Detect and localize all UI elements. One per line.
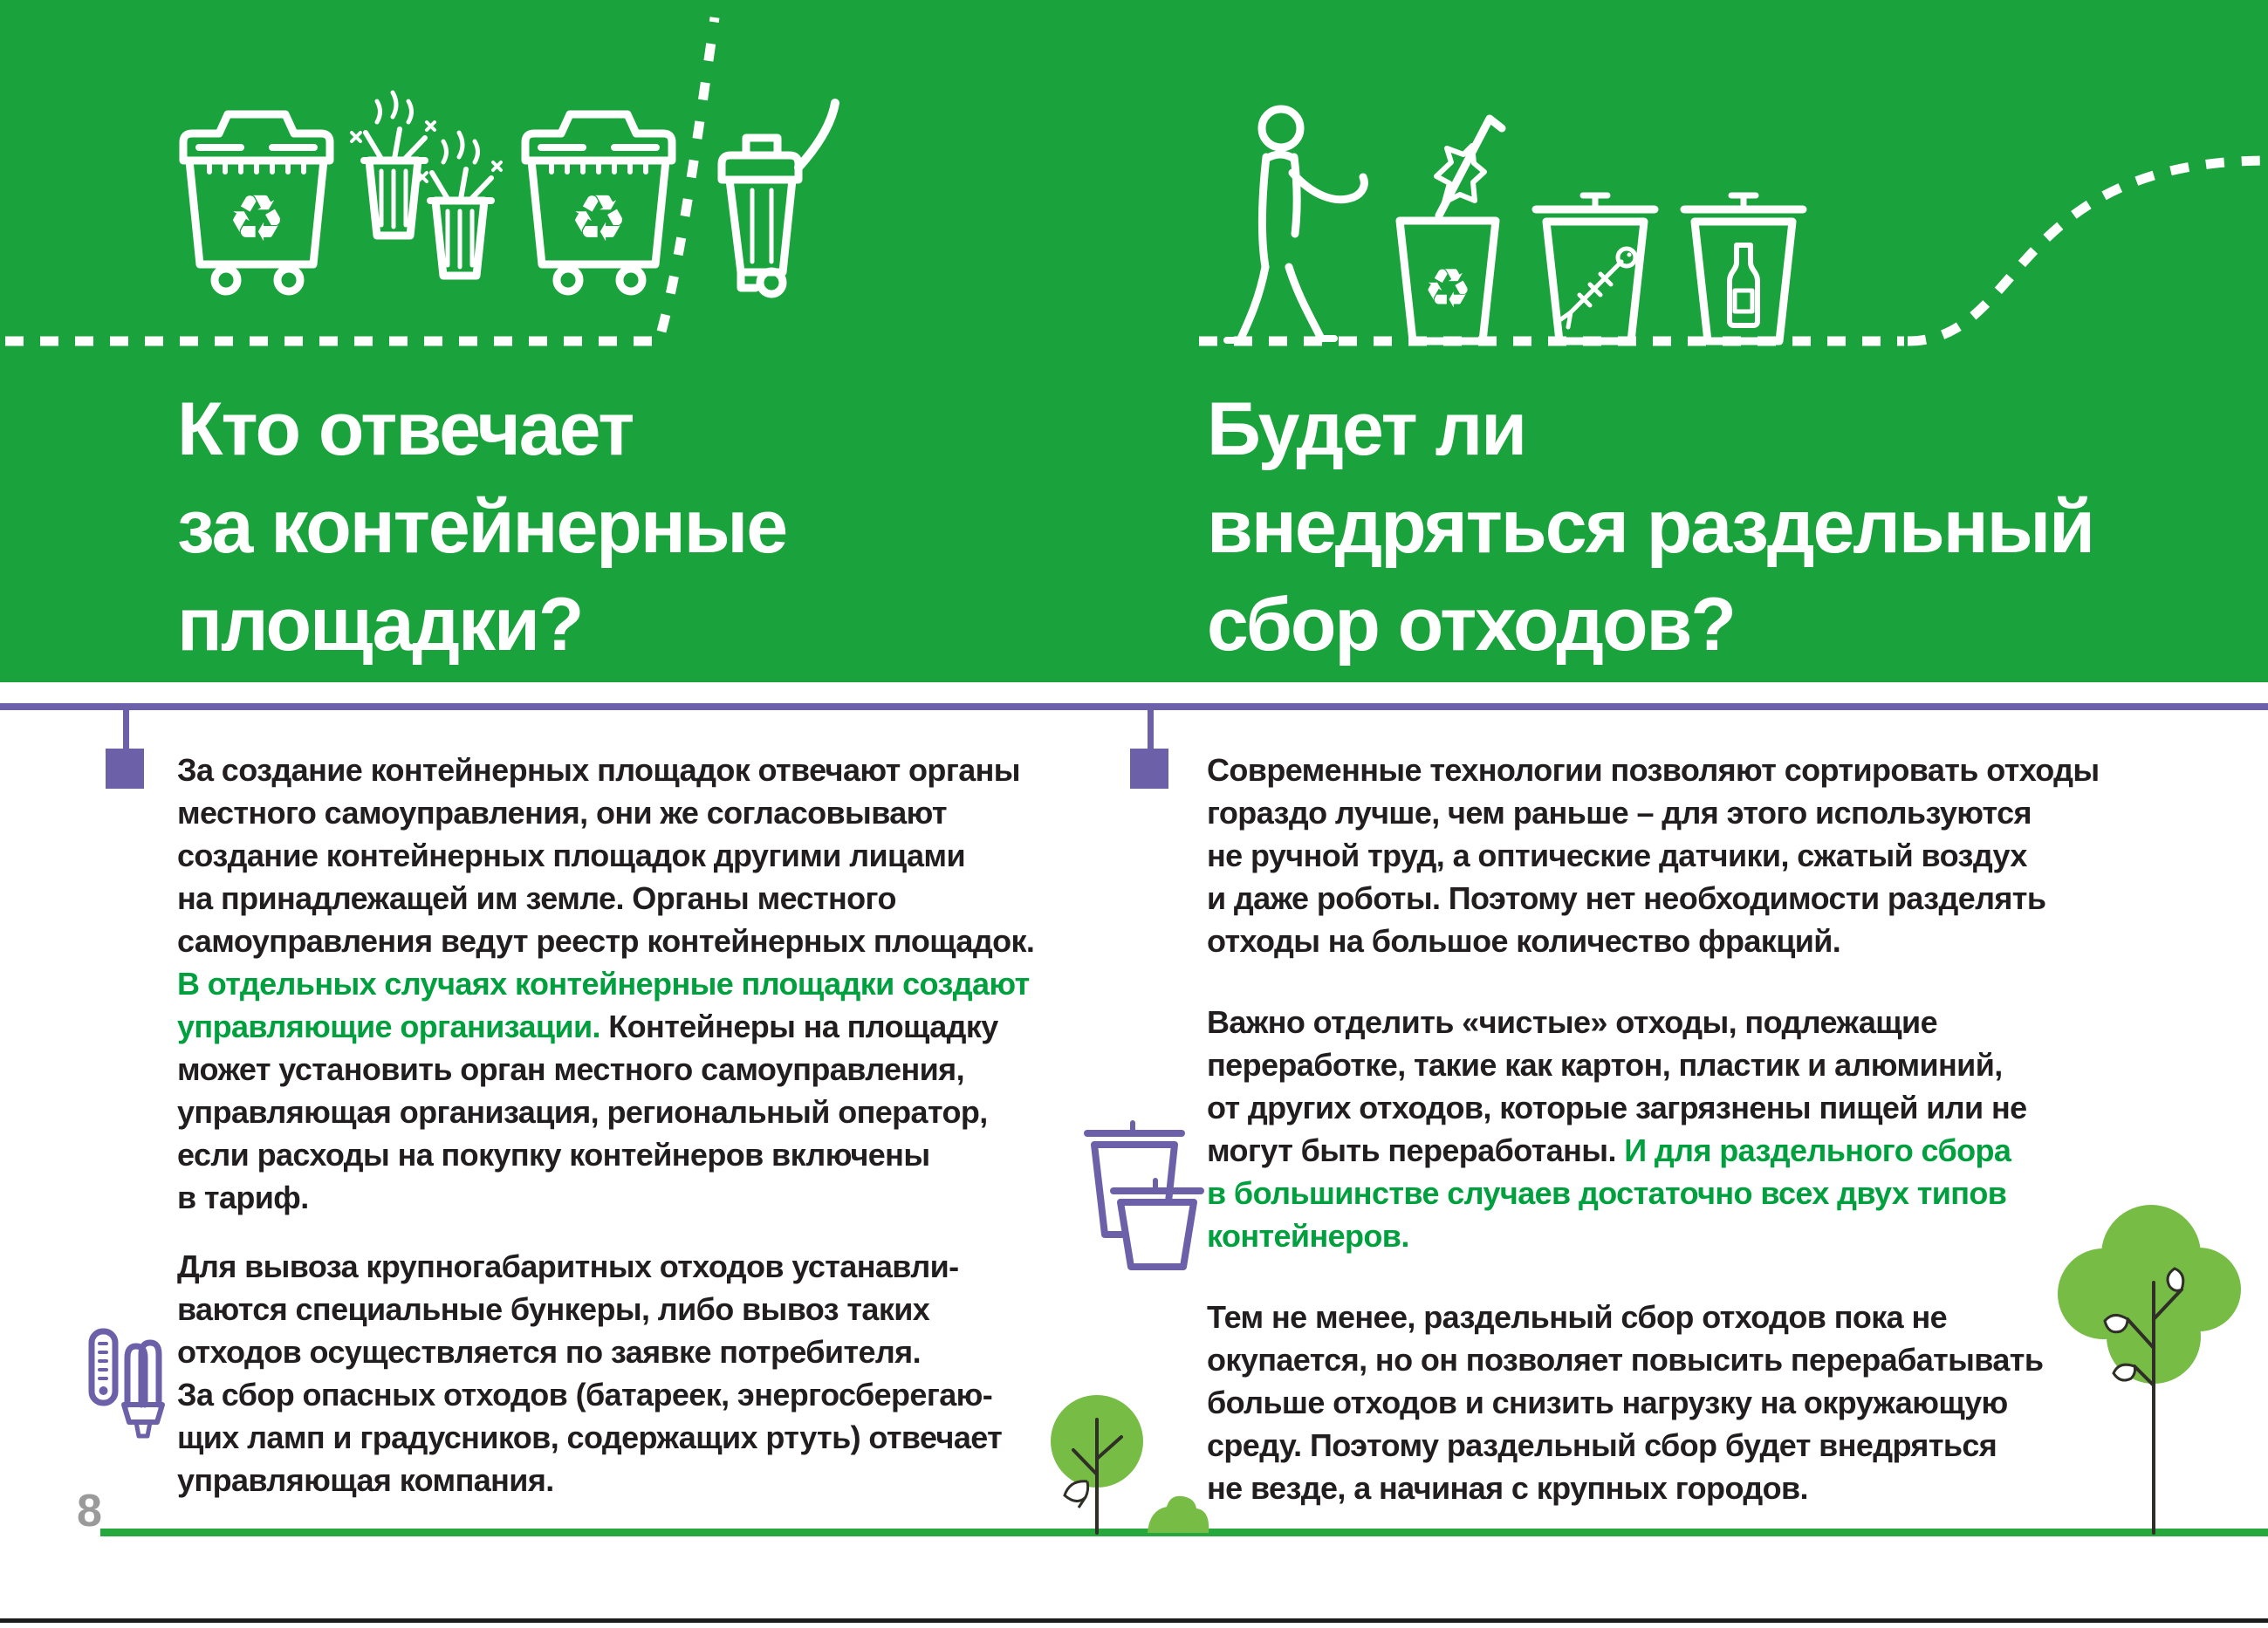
dumpster-recycle-icon: [183, 114, 330, 291]
leaf-icon: [2168, 1269, 2183, 1290]
bottle-icon: [1730, 245, 1758, 325]
wheelie-bin-icon: [722, 103, 835, 294]
page-bottom-edge: [0, 1618, 2268, 1623]
divider-rule: [0, 703, 2268, 710]
fish-skeleton-icon: [1559, 249, 1635, 327]
paragraph: Важно отделить «чистые» отходы, подлежащие переработке, такие как картон, пластик и алюминий, от других отходов, которые загрязнены пищей или не могут быть переработаны. И для раздельного сбора в большинстве случаев достаточно всех двух типов контейнеров.: [1207, 1004, 2027, 1254]
paragraph: Современные технологии позволяют сортировать отходы гораздо лучше, чем раньше – для этого используются не ручной труд, а оптические датчики, сжатый воздух и даже роботы. Поэтому нет необходимости разделять отходы на большое количество фракций.: [1207, 752, 2100, 959]
leaf-icon: [2114, 1365, 2135, 1380]
leaf-icon: [2105, 1315, 2128, 1331]
bullet-square: [106, 749, 144, 789]
overflowing-basket-icon: [352, 92, 435, 236]
small-tree: [1051, 1395, 1143, 1533]
bullet-square: [1130, 749, 1168, 789]
recycle-icon: ♻: [227, 181, 286, 257]
recycle-icon: ♻: [1423, 257, 1472, 320]
person-throwing-waste-icon: [1227, 109, 1364, 340]
recycling-bin-open-icon: [1400, 119, 1502, 341]
left-headline: Кто отвечает за контейнерные площадки?: [177, 387, 787, 667]
bullet-stem: [123, 709, 129, 749]
bullet-stem: [1148, 709, 1154, 749]
dashed-road-curve: [1908, 161, 2268, 341]
paragraph: Тем не менее, раздельный сбор отходов пока не окупается, но он позволяет повысить перерабатывать больше отходов и снизить нагрузку на окружающую среду. Поэтому раздельный сбор будет внедряться не везде, а начиная с крупных городов.: [1207, 1299, 2044, 1506]
footer-landscape: [0, 1204, 2268, 1628]
paragraph: Для вывоза крупногабаритных отходов устанавли- ваются специальные бункеры, либо вывоз таких отходов осуществляется по заявке потребителя. За сбор опасных отходов (батареек, энергосберегаю- щих ламп и градусников, содержащих ртуть) отвечает управляющая компания.: [177, 1248, 1003, 1498]
page-number: 8: [77, 1486, 102, 1536]
paragraph: За создание контейнерных площадок отвечают органы местного самоуправления, они же согласовывают создание контейнерных площадок другими лицами на принадлежащей им земле. Органы местного самоуправления ведут реестр контейнерных площадок. В отдельных случаях контейнерные площадки создают управляющие организации. Контейнеры на площадку может установить орган местного самоуправления, управляющая организация, региональный оператор, если расходы на покупку контейнеров включены в тариф.: [177, 752, 1035, 1215]
food-waste-bin-icon: [1536, 195, 1655, 341]
large-tree: [2058, 1205, 2241, 1533]
right-headline: Будет ли внедряться раздельный сбор отходов?: [1207, 387, 2094, 667]
bush: [1148, 1496, 1209, 1533]
glass-waste-bin-icon: [1684, 195, 1803, 341]
dashed-road-diagonal: [661, 17, 715, 332]
